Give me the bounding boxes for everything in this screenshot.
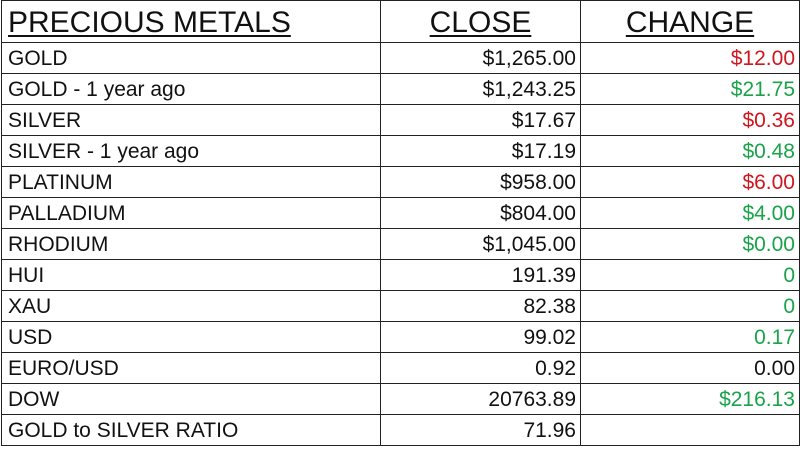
- table-row: [2, 229, 800, 260]
- header-precious-metals: PRECIOUS METALS: [2, 1, 381, 43]
- table-row: [2, 291, 800, 322]
- row-change-cell: 0: [581, 291, 800, 322]
- row-change-cell: $4.00: [581, 198, 800, 229]
- row-change-cell: $0.00: [581, 229, 800, 260]
- table-row: [2, 198, 800, 229]
- row-change-cell: $6.00: [581, 167, 800, 198]
- row-close-cell: $1,243.25: [381, 74, 581, 105]
- row-change-cell: 0: [581, 260, 800, 291]
- row-name-cell: GOLD - 1 year ago: [2, 74, 381, 105]
- row-close-cell: 82.38: [381, 291, 581, 322]
- header-close: CLOSE: [381, 1, 581, 43]
- table-row: [2, 43, 800, 74]
- row-change-cell: 0.17: [581, 322, 800, 353]
- row-name-cell: DOW: [2, 384, 381, 415]
- row-change-cell: $12.00: [581, 43, 800, 74]
- row-name-cell: PALLADIUM: [2, 198, 381, 229]
- row-name-cell: EURO/USD: [2, 353, 381, 384]
- row-close-cell: $1,265.00: [381, 43, 581, 74]
- table-row: [2, 384, 800, 415]
- table-row: [2, 167, 800, 198]
- row-name-cell: SILVER - 1 year ago: [2, 136, 381, 167]
- row-close-cell: 0.92: [381, 353, 581, 384]
- row-close-cell: 20763.89: [381, 384, 581, 415]
- table-row: [2, 415, 800, 446]
- table-body: [2, 43, 800, 446]
- table-row: [2, 136, 800, 167]
- row-change-cell: $21.75: [581, 74, 800, 105]
- precious-metals-table: [1, 0, 800, 446]
- table-row: [2, 322, 800, 353]
- row-name-cell: USD: [2, 322, 381, 353]
- header-row: [2, 1, 800, 43]
- row-close-cell: $17.67: [381, 105, 581, 136]
- row-change-cell: $0.36: [581, 105, 800, 136]
- row-name-cell: GOLD: [2, 43, 381, 74]
- row-name-cell: SILVER: [2, 105, 381, 136]
- row-name-cell: XAU: [2, 291, 381, 322]
- row-change-cell: $0.48: [581, 136, 800, 167]
- row-close-cell: $1,045.00: [381, 229, 581, 260]
- row-change-cell: $216.13: [581, 384, 800, 415]
- table-row: [2, 260, 800, 291]
- row-close-cell: $958.00: [381, 167, 581, 198]
- row-close-cell: 99.02: [381, 322, 581, 353]
- row-close-cell: 71.96: [381, 415, 581, 446]
- row-name-cell: GOLD to SILVER RATIO: [2, 415, 381, 446]
- row-name-cell: PLATINUM: [2, 167, 381, 198]
- table-row: [2, 74, 800, 105]
- row-change-cell: 0.00: [581, 353, 800, 384]
- header-change: CHANGE: [581, 1, 800, 43]
- row-name-cell: RHODIUM: [2, 229, 381, 260]
- row-change-cell: [581, 415, 800, 446]
- row-close-cell: $804.00: [381, 198, 581, 229]
- table-row: [2, 353, 800, 384]
- row-close-cell: $17.19: [381, 136, 581, 167]
- table-row: [2, 105, 800, 136]
- row-name-cell: HUI: [2, 260, 381, 291]
- row-close-cell: 191.39: [381, 260, 581, 291]
